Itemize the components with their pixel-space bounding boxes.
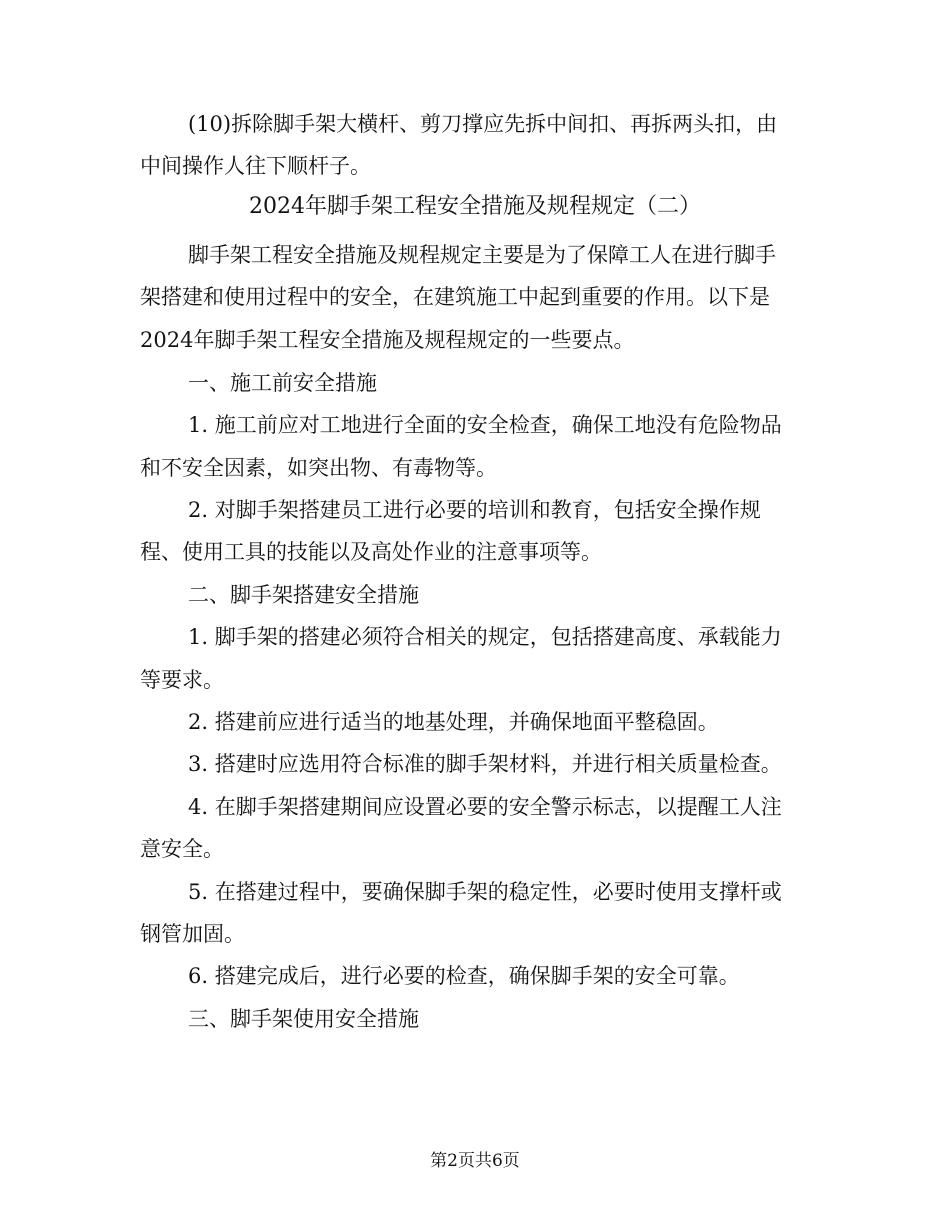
paragraph-line: 3. 搭建时应选用符合标准的脚手架材料，并进行相关质量检查。 xyxy=(188,752,782,776)
paragraph-line: 中间操作人往下顺杆子。 xyxy=(140,154,371,178)
paragraph-line: 6. 搭建完成后，进行必要的检查，确保脚手架的安全可靠。 xyxy=(188,964,740,988)
paragraph-line: 5. 在搭建过程中，要确保脚手架的稳定性，必要时使用支撑杆或 xyxy=(188,880,782,904)
paragraph-line: 4. 在脚手架搭建期间应设置必要的安全警示标志，以提醒工人注 xyxy=(188,795,782,819)
paragraph-line: 钢管加固。 xyxy=(140,922,245,946)
paragraph-line: 和不安全因素，如突出物、有毒物等。 xyxy=(140,456,497,480)
paragraph-line: 等要求。 xyxy=(140,668,224,692)
paragraph-line: 2. 对脚手架搭建员工进行必要的培训和教育，包括安全操作规 xyxy=(188,498,761,522)
section-heading: 二、脚手架搭建安全措施 xyxy=(188,583,419,607)
paragraph-line: 2024年脚手架工程安全措施及规程规定的一些要点。 xyxy=(140,328,635,352)
paragraph-line: 脚手架工程安全措施及规程规定主要是为了保障工人在进行脚手 xyxy=(188,243,776,267)
page-number: 第2页共6页 xyxy=(430,1151,520,1171)
section-heading: 一、施工前安全措施 xyxy=(188,371,377,395)
paragraph-line: 1. 施工前应对工地进行全面的安全检查，确保工地没有危险物品 xyxy=(188,413,782,437)
paragraph-line: 2. 搭建前应进行适当的地基处理，并确保地面平整稳固。 xyxy=(188,710,719,734)
paragraph-line: 架搭建和使用过程中的安全，在建筑施工中起到重要的作用。以下是 xyxy=(140,285,770,309)
section-heading: 三、脚手架使用安全措施 xyxy=(188,1007,419,1031)
paragraph-line: 1. 脚手架的搭建必须符合相关的规定，包括搭建高度、承载能力 xyxy=(188,625,782,649)
paragraph-line: 意安全。 xyxy=(140,837,224,861)
section-title: 2024年脚手架工程安全措施及规程规定（二） xyxy=(249,194,701,219)
paragraph-line: 程、使用工具的技能以及高处作业的注意事项等。 xyxy=(140,540,602,564)
paragraph-line: (10)拆除脚手架大横杆、剪刀撑应先拆中间扣、再拆两头扣，由 xyxy=(188,112,778,136)
